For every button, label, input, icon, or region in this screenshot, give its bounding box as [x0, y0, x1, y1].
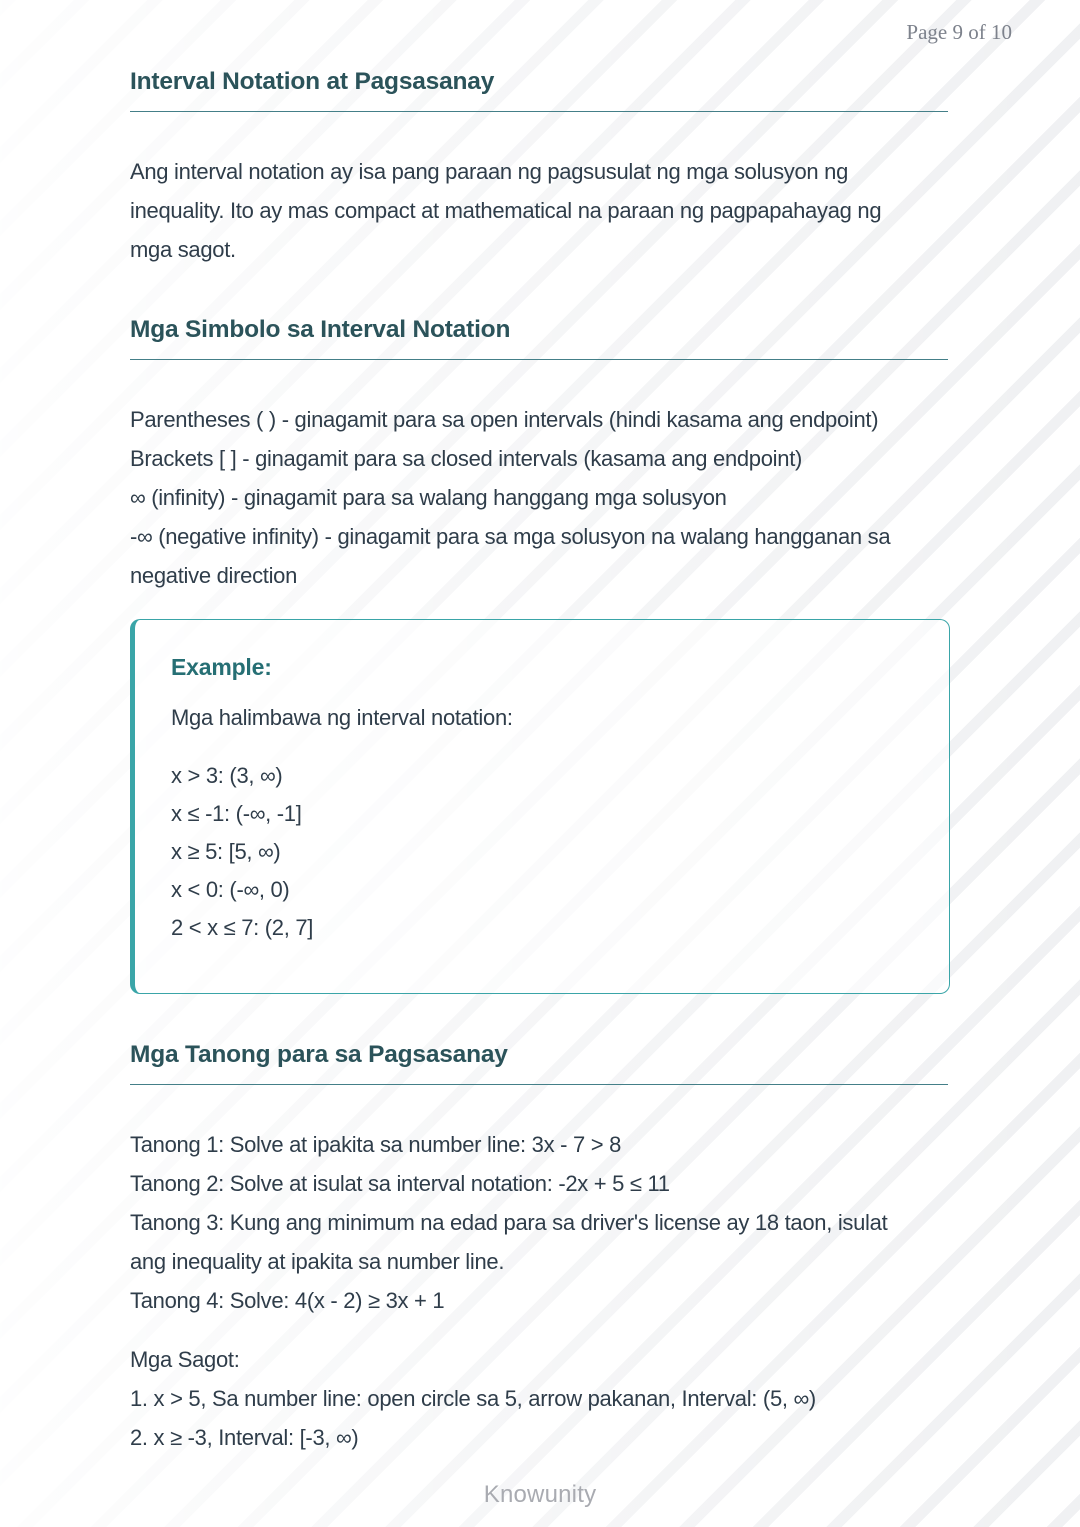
- paragraph-line: inequality. Ito ay mas compact at mathematical na paraan ng pagpapahayag ng: [130, 198, 882, 223]
- symbol-line: ∞ (infinity) - ginagamit para sa walang hanggang mga solusyon: [130, 485, 727, 510]
- example-box: [130, 619, 950, 994]
- question-line: ang inequality at ipakita sa number line.: [130, 1249, 505, 1274]
- section-title: Mga Tanong para sa Pagsasanay: [130, 1041, 508, 1068]
- section-interval-notation: [130, 67, 1012, 269]
- answer-line: 2. x ≥ -3, Interval: [-3, ∞): [130, 1425, 359, 1450]
- answers-block: [130, 1340, 1012, 1457]
- questions-list: [130, 1125, 1012, 1320]
- question-line: Tanong 3: Kung ang minimum na edad para sa driver's license ay 18 taon, isulat: [130, 1210, 888, 1235]
- symbols-list: [130, 400, 1012, 595]
- question-line: Tanong 4: Solve: 4(x - 2) ≥ 3x + 1: [130, 1288, 445, 1313]
- example-line: x ≤ -1: (-∞, -1]: [171, 801, 302, 826]
- section-title: Mga Simbolo sa Interval Notation: [130, 316, 511, 343]
- example-line: x < 0: (-∞, 0): [171, 877, 290, 902]
- paragraph-line: Ang interval notation ay isa pang paraan ng pagsusulat ng mga solusyon ng: [130, 159, 849, 184]
- section-practice-questions: [130, 1040, 1012, 1457]
- example-line: x ≥ 5: [5, ∞): [171, 839, 281, 864]
- example-box-title: Example:: [171, 654, 272, 680]
- example-lines: [171, 757, 909, 947]
- section-divider: [130, 1084, 948, 1085]
- question-line: Tanong 2: Solve at isulat sa interval notation: -2x + 5 ≤ 11: [130, 1171, 670, 1196]
- symbol-line: -∞ (negative infinity) - ginagamit para sa mga solusyon na walang hangganan sa: [130, 524, 891, 549]
- question-line: Tanong 1: Solve at ipakita sa number line: 3x - 7 > 8: [130, 1132, 622, 1157]
- example-line: x > 3: (3, ∞): [171, 763, 283, 788]
- paragraph: [130, 152, 1012, 269]
- answers-title: Mga Sagot:: [130, 1347, 240, 1372]
- paragraph-line: mga sagot.: [130, 237, 236, 262]
- symbol-line: Brackets [ ] - ginagamit para sa closed intervals (kasama ang endpoint): [130, 446, 803, 471]
- symbol-line: negative direction: [130, 563, 298, 588]
- example-line: 2 < x ≤ 7: (2, 7]: [171, 915, 314, 940]
- answer-line: 1. x > 5, Sa number line: open circle sa 5, arrow pakanan, Interval: (5, ∞): [130, 1386, 816, 1411]
- section-symbols: [130, 315, 1012, 595]
- footer-brand: Knowunity: [483, 1481, 597, 1508]
- section-title: Interval Notation at Pagsasanay: [130, 68, 495, 95]
- section-divider: [130, 359, 948, 360]
- example-box-intro: Mga halimbawa ng interval notation:: [171, 705, 513, 730]
- section-divider: [130, 111, 948, 112]
- symbol-line: Parentheses ( ) - ginagamit para sa open intervals (hindi kasama ang endpoint): [130, 407, 879, 432]
- page-number: Page 9 of 10: [906, 20, 1012, 44]
